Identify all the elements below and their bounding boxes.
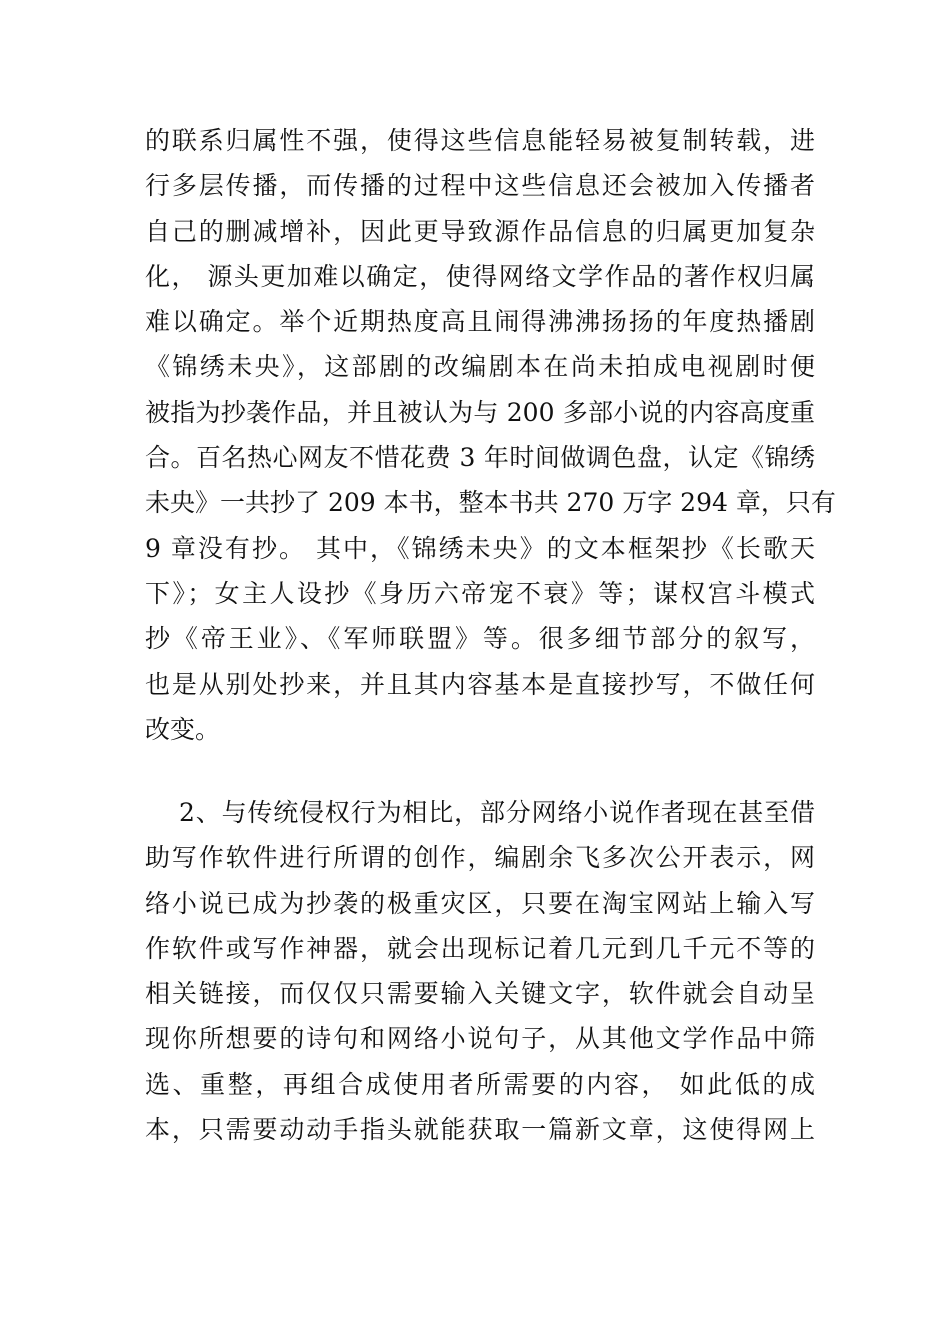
text-line: 选、重整，再组合成使用者所需要的内容， 如此低的成 bbox=[145, 1069, 815, 1099]
text-line: 合。百名热心网友不惜花费 3 年时间做调色盘，认定《锦绣 bbox=[145, 443, 815, 473]
text-line: 被指为抄袭作品，并且被认为与 200 多部小说的内容高度重 bbox=[145, 397, 815, 427]
text-line: 自己的删减增补，因此更导致源作品信息的归属更加复杂 bbox=[145, 216, 815, 246]
text-line: 2、与传统侵权行为相比，部分网络小说作者现在甚至借 bbox=[179, 798, 815, 827]
text-line: 本，只需要动动手指头就能获取一篇新文章，这使得网上 bbox=[145, 1115, 815, 1145]
text-line: 也是从别处抄来，并且其内容基本是直接抄写，不做任何 bbox=[145, 669, 815, 699]
text-line: 难以确定。举个近期热度高且闹得沸沸扬扬的年度热播剧 bbox=[145, 307, 815, 337]
text-line: 作软件或写作神器，就会出现标记着几元到几千元不等的 bbox=[145, 933, 815, 963]
paragraph-writing-software bbox=[145, 790, 815, 1152]
text-line: 抄《帝王业》、《军师联盟》等。很多细节部分的叙写， bbox=[145, 624, 815, 654]
text-line: 相关链接，而仅仅只需要输入关键文字，软件就会自动呈 bbox=[145, 979, 815, 1009]
text-line: 未央》一共抄了 209 本书，整本书共 270 万字 294 章，只有 bbox=[145, 488, 836, 518]
text-line: 改变。 bbox=[145, 714, 221, 744]
text-line: 络小说已成为抄袭的极重灾区，只要在淘宝网站上输入写 bbox=[145, 888, 815, 918]
paragraph-plagiarism-case bbox=[145, 118, 836, 752]
text-line: 下》；女主人设抄《身历六帝宠不衰》等；谋权宫斗模式 bbox=[145, 578, 815, 608]
text-line: 现你所想要的诗句和网络小说句子，从其他文学作品中筛 bbox=[145, 1024, 815, 1054]
text-line: 化， 源头更加难以确定，使得网络文学作品的著作权归属 bbox=[145, 261, 815, 291]
text-line: 助写作软件进行所谓的创作，编剧余飞多次公开表示，网 bbox=[145, 843, 815, 873]
text-line: 的联系归属性不强，使得这些信息能轻易被复制转载，进 bbox=[145, 126, 815, 155]
text-line: 9 章没有抄。 其中，《锦绣未央》的文本框架抄《长歌天 bbox=[145, 533, 815, 563]
text-line: 《锦绣未央》，这部剧的改编剧本在尚未拍成电视剧时便 bbox=[145, 352, 815, 382]
text-line: 行多层传播，而传播的过程中这些信息还会被加入传播者 bbox=[145, 171, 815, 201]
